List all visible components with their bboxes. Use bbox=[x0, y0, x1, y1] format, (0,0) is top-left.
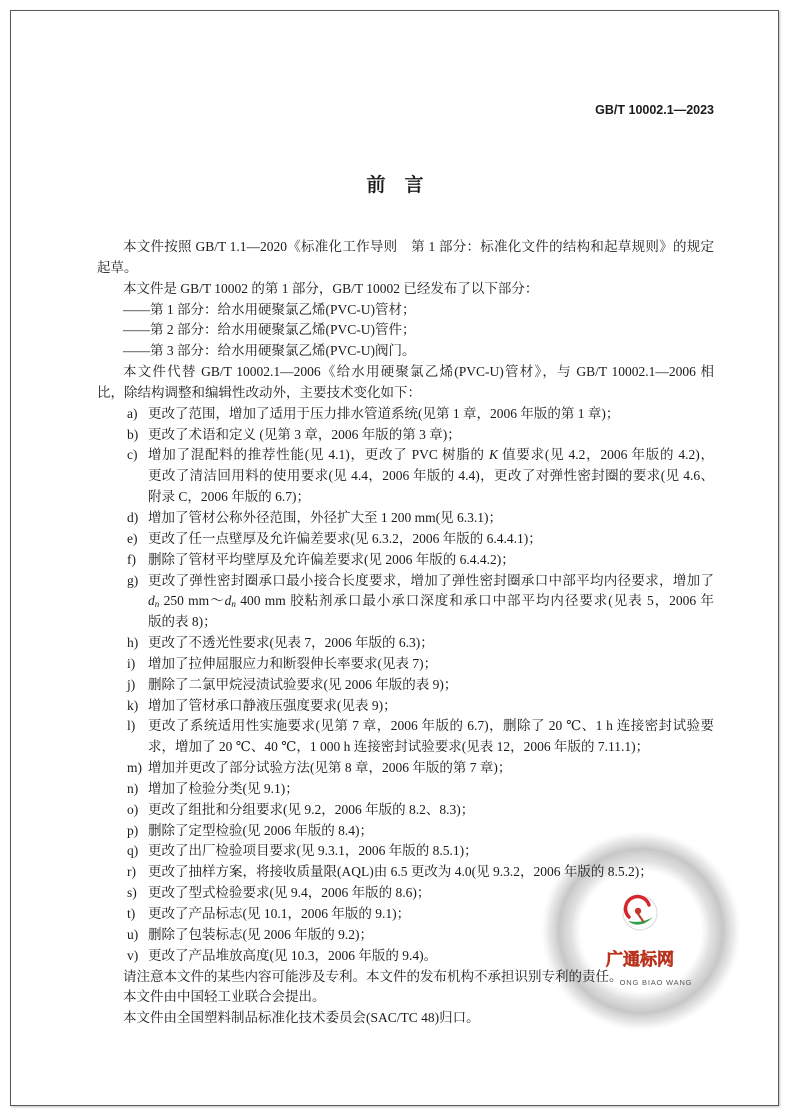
change-item-label: p) bbox=[127, 822, 139, 838]
change-item-label: s) bbox=[127, 885, 137, 901]
change-item-label: d) bbox=[127, 509, 139, 525]
proposer-statement: 本文件由中国轻工业联合会提出。 bbox=[123, 989, 326, 1005]
change-item-text bbox=[148, 445, 714, 466]
change-item-text: 更改了产品标志(见 10.1，2006 年版的 9.1)； bbox=[148, 906, 411, 921]
change-item-m bbox=[97, 758, 714, 779]
change-item-label: g) bbox=[127, 572, 139, 588]
series-part-item: ——第 2 部分：给水用硬聚氯乙烯(PVC-U)管件； bbox=[123, 322, 416, 338]
watermark-name-cn: 广通标网 bbox=[606, 950, 674, 970]
change-item-text: 更改了产品堆放高度(见 10.3，2006 年版的 9.4)。 bbox=[148, 947, 438, 963]
change-item-text: 更改了组批和分组要求(见 9.2，2006 年版的 8.2、8.3)； bbox=[148, 801, 475, 817]
change-item-label: j) bbox=[127, 676, 136, 692]
change-item-text: 更改了范围，增加了适用于压力排水管道系统(见第 1 章，2006 年版的第 1 章)； bbox=[148, 405, 620, 421]
change-item-label: l) bbox=[127, 718, 136, 734]
change-item-text: 更改了系统适用性实施要求(见第 7 章，2006 年版的 6.7)，删除了 20 ℃、1 h 连接密封试验要 bbox=[148, 718, 714, 734]
change-item-text: 版的表 8)； bbox=[148, 614, 217, 630]
change-item-label: v) bbox=[127, 947, 139, 963]
change-item-label: t) bbox=[127, 906, 136, 921]
change-item-label: i) bbox=[127, 655, 136, 671]
change-item-a bbox=[97, 404, 714, 425]
change-item-v bbox=[97, 946, 714, 967]
replacement-statement-line: 比，除结构调整和编辑性改动外，主要技术变化如下： bbox=[97, 384, 421, 400]
series-part-item: ——第 1 部分：给水用硬聚氯乙烯(PVC-U)管材； bbox=[123, 301, 416, 317]
change-item-i bbox=[97, 654, 714, 675]
standard-code-header: GB/T 10002.1—2023 bbox=[595, 103, 714, 117]
foreword-title: 前 言 bbox=[366, 174, 424, 196]
symbol-d: d bbox=[224, 593, 232, 609]
change-item-g bbox=[97, 571, 714, 634]
change-item-text bbox=[148, 591, 714, 612]
change-item-j bbox=[97, 675, 714, 696]
change-item-text: 删除了包装标志(见 2006 年版的 9.2)； bbox=[148, 926, 373, 942]
change-item-label: c) bbox=[127, 447, 138, 463]
change-item-b bbox=[97, 425, 714, 446]
change-item-label: h) bbox=[127, 635, 139, 651]
variable-k: K bbox=[488, 447, 498, 463]
change-item-label: q) bbox=[127, 843, 139, 859]
change-item-text: 增加了拉伸屈服应力和断裂伸长率要求(见表 7)； bbox=[148, 655, 438, 671]
text-segment: 值要求(见 4.2，2006 年版的 4.2)， bbox=[497, 447, 714, 463]
change-item-text: 更改了任一点壁厚及允许偏差要求(见 6.3.2，2006 年版的 6.4.4.1)； bbox=[148, 530, 542, 546]
change-item-k bbox=[97, 696, 714, 717]
change-item-text: 增加并更改了部分试验方法(见第 8 章，2006 年版的第 7 章)； bbox=[148, 760, 512, 776]
change-item-q bbox=[97, 841, 714, 862]
change-item-label: e) bbox=[127, 530, 138, 546]
series-part-item: ——第 3 部分：给水用硬聚氯乙烯(PVC-U)阀门。 bbox=[123, 343, 416, 359]
symbol-d: d bbox=[148, 593, 155, 609]
change-item-text: 更改了型式检验要求(见 9.4，2006 年版的 8.6)； bbox=[148, 885, 431, 901]
change-item-text: 删除了二氯甲烷浸渍试验要求(见 2006 年版的表 9)； bbox=[148, 676, 458, 692]
drafting-basis-line: 起草。 bbox=[97, 259, 138, 275]
change-item-label: r) bbox=[127, 864, 136, 880]
change-item-o bbox=[97, 800, 714, 821]
change-item-n bbox=[97, 779, 714, 800]
change-item-label: n) bbox=[127, 780, 139, 796]
watermark-name-en: ONG BIAO WANG bbox=[619, 978, 693, 987]
change-item-label: a) bbox=[127, 405, 138, 421]
patent-notice: 请注意本文件的某些内容可能涉及专利。本文件的发布机构不承担识别专利的责任。 bbox=[123, 968, 623, 984]
change-item-u bbox=[97, 925, 714, 946]
change-item-label: o) bbox=[127, 801, 139, 817]
change-item-h bbox=[97, 633, 714, 654]
change-item-p bbox=[97, 821, 714, 842]
symbol-subscript-n: n bbox=[154, 599, 160, 610]
change-item-text: 增加了管材公称外径范围，外径扩大至 1 200 mm(见 6.3.1)； bbox=[148, 509, 502, 525]
change-item-text: 求，增加了 20 ℃、40 ℃，1 000 h 连接密封试验要求(见表 12，2006 年版的 7.11.1)； bbox=[148, 739, 650, 755]
change-item-text: 删除了管材平均壁厚及允许偏差要求(见 2006 年版的 6.4.4.2)； bbox=[148, 551, 515, 567]
change-item-text: 更改了不透光性要求(见表 7，2006 年版的 6.3)； bbox=[148, 635, 434, 651]
change-item-text: 更改了术语和定义 (见第 3 章，2006 年版的第 3 章)； bbox=[148, 426, 461, 442]
change-item-r bbox=[97, 862, 714, 883]
text-segment: 增加了混配料的推荐性能(见 4.1)，更改了 PVC 树脂的 bbox=[148, 447, 489, 463]
change-item-text: 更改了弹性密封圈承口最小接合长度要求，增加了弹性密封圈承口中部平均内径要求，增加了 bbox=[148, 572, 714, 588]
text-segment: 400 mm 胶粘剂承口最小承口深度和承口中部平均内径要求(见表 5，2006 年 bbox=[235, 593, 714, 609]
replacement-statement-line: 本文件代替 GB/T 10002.1—2006《给水用硬聚氯乙烯(PVC-U)管材》，与 GB/T 10002.1—2006 相 bbox=[123, 364, 714, 380]
foreword-body bbox=[97, 237, 714, 1029]
change-item-label: f) bbox=[127, 551, 136, 567]
change-item-text: 更改了抽样方案，将接收质量限(AQL)由 6.5 更改为 4.0(见 9.3.2，2006 年版的 8.5.2)； bbox=[148, 864, 653, 880]
change-item-t bbox=[97, 904, 714, 925]
change-item-text: 附录 C，2006 年版的 6.7)； bbox=[148, 489, 310, 505]
drafting-basis-line: 本文件按照 GB/T 1.1—2020《标准化工作导则 第 1 部分：标准化文件的结构和起草规则》的规定 bbox=[123, 239, 714, 254]
change-item-e bbox=[97, 529, 714, 550]
change-item-label: k) bbox=[127, 697, 139, 713]
change-item-f bbox=[97, 550, 714, 571]
responsible-committee-statement: 本文件由全国塑料制品标准化技术委员会(SAC/TC 48)归口。 bbox=[123, 1010, 480, 1026]
change-item-l bbox=[97, 716, 714, 758]
change-item-label: m) bbox=[127, 760, 142, 776]
series-statement: 本文件是 GB/T 10002 的第 1 部分，GB/T 10002 已经发布了以下部分： bbox=[123, 280, 539, 296]
change-item-text: 增加了检验分类(见 9.1)； bbox=[148, 780, 299, 796]
change-item-text: 删除了定型检验(见 2006 年版的 8.4)； bbox=[148, 822, 373, 838]
change-item-s bbox=[97, 883, 714, 904]
change-item-d bbox=[97, 508, 714, 529]
change-item-text: 增加了管材承口静液压强度要求(见表 9)； bbox=[148, 697, 397, 713]
change-item-label: b) bbox=[127, 426, 139, 442]
change-item-c bbox=[97, 445, 714, 508]
symbol-subscript-n: n bbox=[231, 599, 236, 610]
change-item-label: u) bbox=[127, 926, 139, 942]
text-segment: 250 mm～ bbox=[159, 593, 225, 609]
change-item-text: 更改了出厂检验项目要求(见 9.3.1，2006 年版的 8.5.1)； bbox=[148, 843, 478, 859]
change-item-text: 更改了清洁回用料的使用要求(见 4.4，2006 年版的 4.4)，更改了对弹性密封圈的要求(见 4.6、 bbox=[148, 468, 714, 484]
